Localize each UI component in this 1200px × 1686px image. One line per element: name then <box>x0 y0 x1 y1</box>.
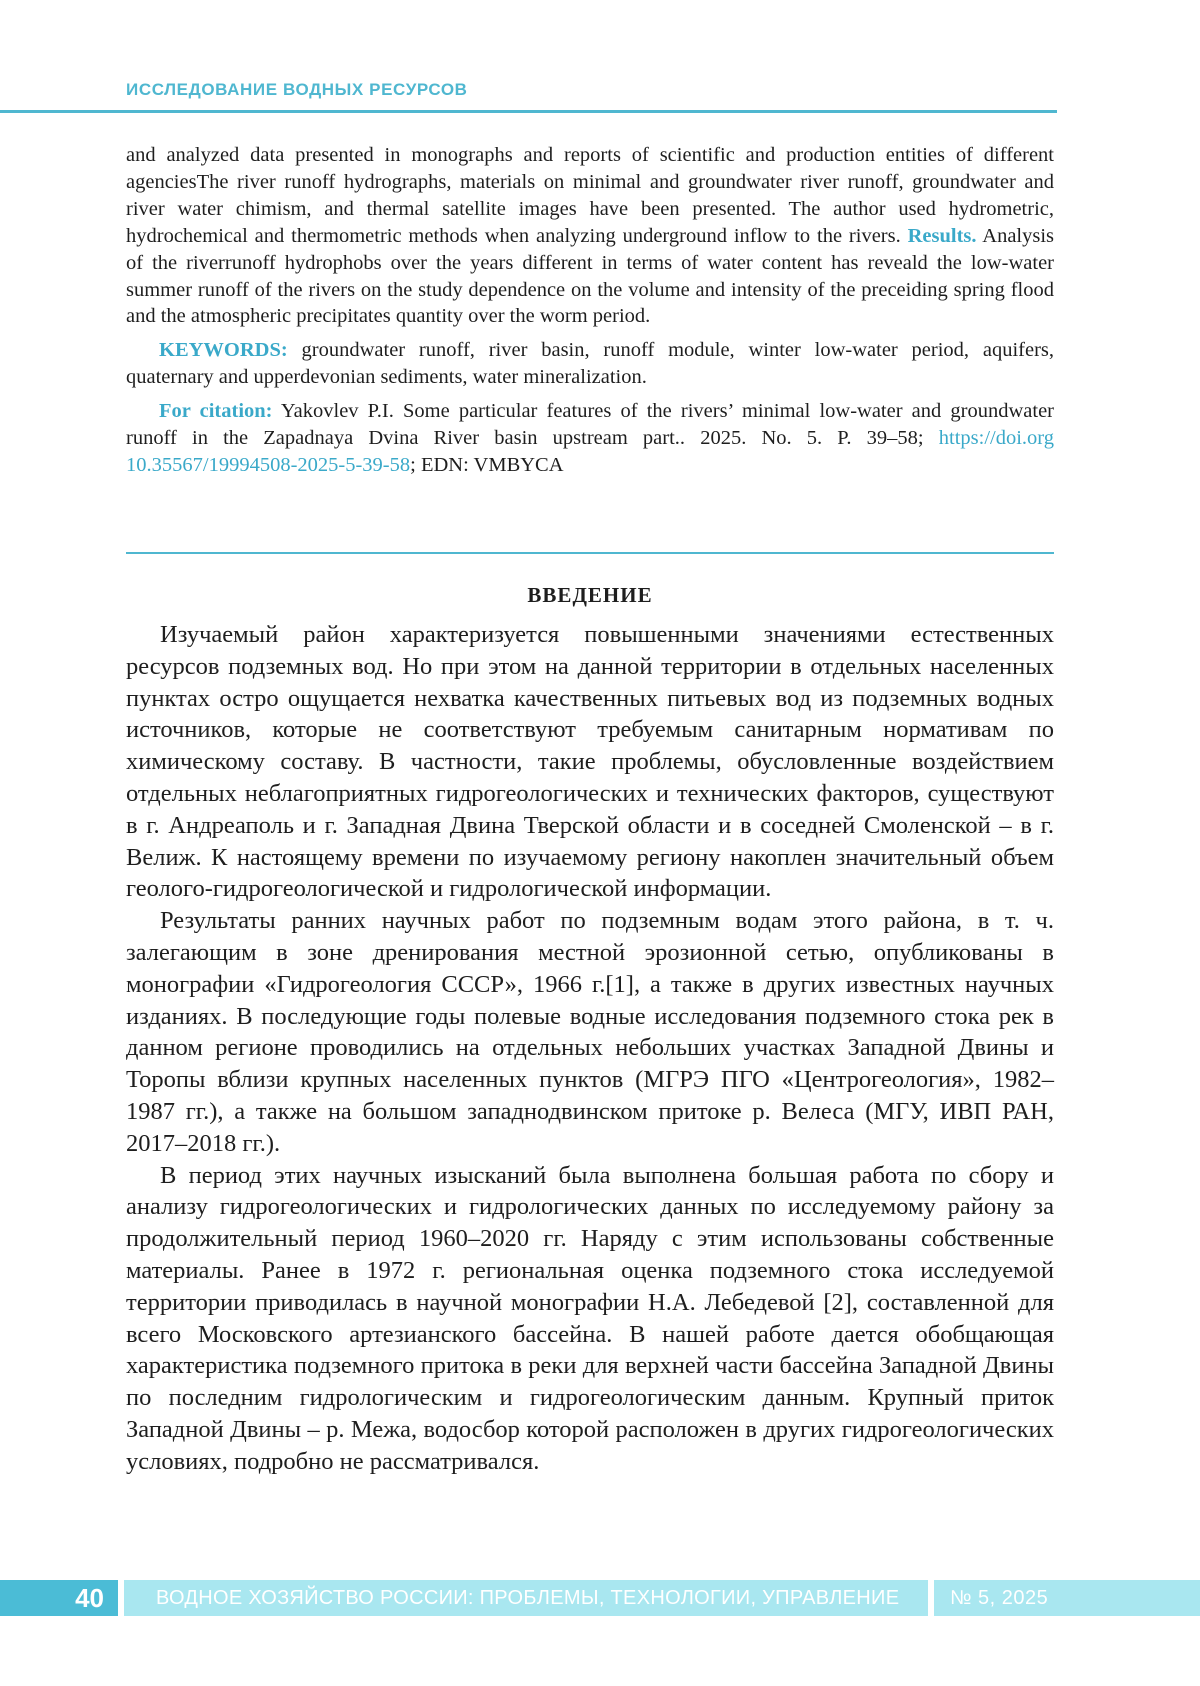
section-divider <box>126 552 1054 554</box>
citation-text: Yakovlev P.I. Some particular features of the rivers’ minimal low-water and groundwater runoff in the Zapadnaya Dvina River basin upstream part.. 2025. No. 5. P. 39–58; <box>126 400 1055 450</box>
header-divider <box>0 110 1057 113</box>
abstract-paragraph <box>126 142 1054 330</box>
running-header: ИССЛЕДОВАНИЕ ВОДНЫХ РЕСУРСОВ <box>126 80 468 99</box>
doi-link[interactable]: https://doi.org 10.35567/19994508-2025-5-39-58 <box>126 427 1055 476</box>
journal-title: ВОДНОЕ ХОЗЯЙСТВО РОССИИ: ПРОБЛЕМЫ, ТЕХНОЛОГИИ, УПРАВЛЕНИЕ <box>124 1580 928 1616</box>
body-paragraph: Изучаемый район характеризуется повышенными значениями естественных ресурсов подземных вод. Но при этом на данной территории в отдельных населенных пунктах остро ощущается нехватка качественных питьевых вод из подземных водных источников, которые не соответствуют требуемым санитарным нормативам по химическому составу. В частности, такие проблемы, обусловленные воздействием отдельных неблагоприятных гидрогеологических и технических факторов, существуют в г. Андреаполь и г. Западная Двина Тверской области и в соседней Смоленской – в г. Велиж. К настоящему времени по изучаемому региону накоплен значительный объем геолого-гидрогеологической и гидрологической информации. <box>126 621 1054 903</box>
citation-label: For citation: <box>159 400 273 423</box>
body-paragraph: В период этих научных изысканий была выполнена большая работа по сбору и анализу гидрогеологических и гидрологических данных по исследуемому району за продолжительный период 1960–2020 гг. Наряду с этим использованы собственные материалы. Ранее в 1972 г. региональная оценка подземного стока исследуемой территории приводилась в научной монографии Н.А. Лебедевой [2], составленной для всего Московского артезианского бассейна. В нашей работе дается обобщающая характеристика подземного притока в реки для верхней части бассейна Западной Двины по последним гидрологическим и гидрогеологическим данным. Крупный приток Западной Двины – р. Межа, водосбор которой расположен в других гидрогеологических условиях, подробно не рассматривался. <box>126 1161 1054 1475</box>
page-number: 40 <box>0 1580 118 1616</box>
keywords-label: KEYWORDS: <box>159 339 288 362</box>
section-title: ВВЕДЕНИЕ <box>527 583 653 607</box>
citation-paragraph <box>126 398 1054 479</box>
abstract-text: and analyzed data presented in monographs and reports of scientific and production entities of different agenciesThe river runoff hydrographs, materials on minimal and groundwater river runoff, groundwater and river water chimism, and thermal satellite images have been presented. The author used hydrometric, hydrochemical and thermometric methods when analyzing underground inflow to the rivers. <box>126 144 1054 247</box>
keywords-paragraph <box>126 337 1054 391</box>
results-label: Results. <box>907 224 977 247</box>
abstract-block <box>126 142 1054 486</box>
keywords-text: groundwater runoff, river basin, runoff module, winter low-water period, aquifers, quaternary and upperdevonian sediments, water mineralization. <box>126 339 1055 389</box>
issue-label: № 5, 2025 <box>934 1580 1200 1616</box>
results-text: Analysis of the riverrunoff hydrophobs over the years different in terms of water content has reveald the low-water summer runoff of the rivers on the study dependence on the volume and intensity of the preceiding spring flood and the atmospheric precipitates quantity over the worm period. <box>126 224 1055 328</box>
page-footer <box>0 1580 1200 1616</box>
body-paragraph: Результаты ранних научных работ по подземным водам этого района, в т. ч. залегающим в зоне дренирования местной эрозионной сетью, опубликованы в монографии «Гидрогеология СССР», 1966 г.[1], а также в других известных научных изданиях. В последующие годы полевые водные исследования подземного стока рек в данном регионе проводились на отдельных небольших участках Западной Двины и Торопы вблизи крупных населенных пунктов (МГРЭ ПГО «Центрогеология», 1982–1987 гг.), а также на большом западнодвинском притоке р. Велеса (МГУ, ИВП РАН, 2017–2018 гг.). <box>126 907 1054 1157</box>
edn-text: ; EDN: VMBYCA <box>410 453 564 476</box>
introduction-body <box>126 619 1054 1478</box>
